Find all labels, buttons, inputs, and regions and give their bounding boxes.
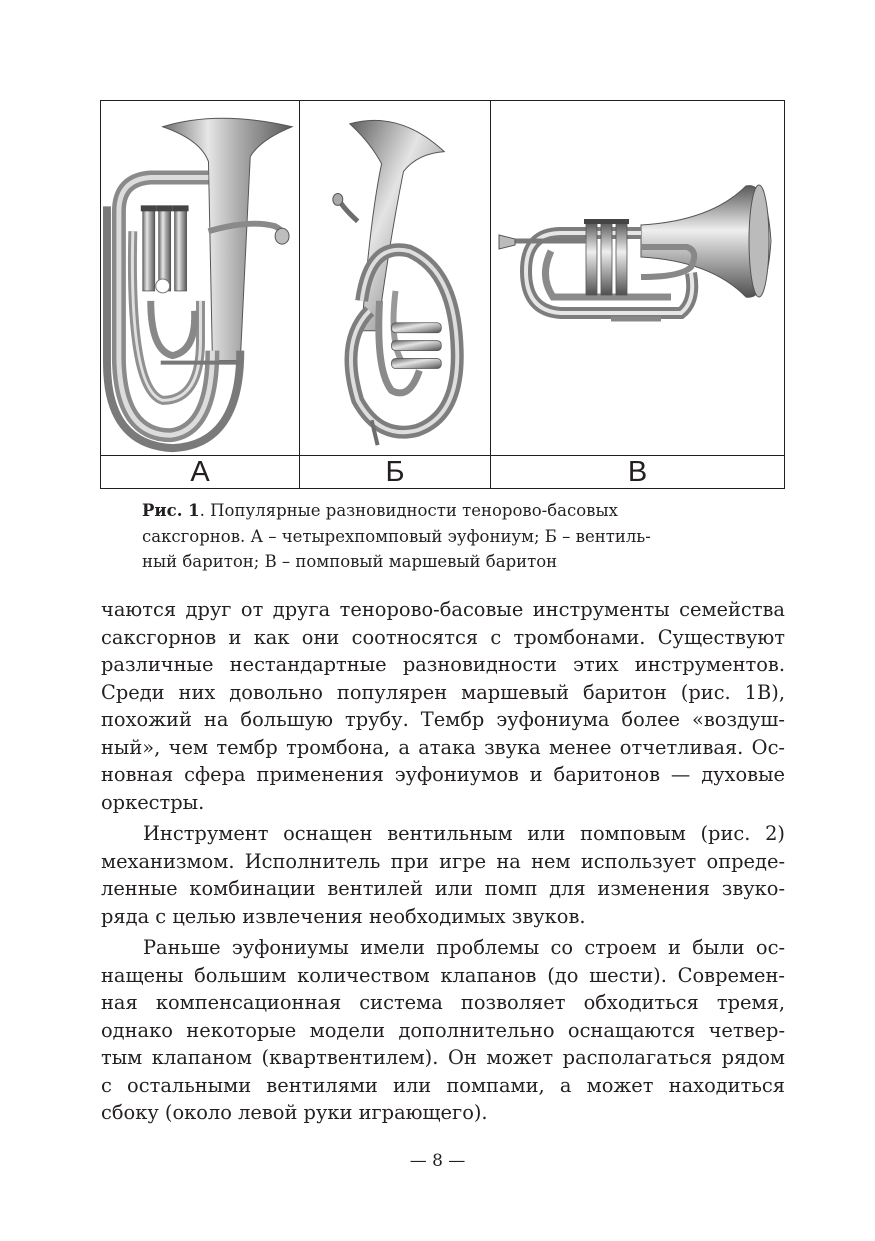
caption-prefix: Рис. 1: [142, 501, 200, 520]
caption-line: саксгорнов. А – четырехпомповый эуфониум; Б – вентиль-: [142, 526, 651, 546]
text-line: ленные комбинации вентилей или помп для изменения звуко-: [101, 877, 785, 900]
text-line: Раньше эуфониумы имели проблемы со строем и были ос-: [143, 936, 785, 959]
text-line: Инструмент оснащен вентильным или помповым (рис. 2): [143, 822, 785, 845]
text-line: однако некоторые модели дополнительно оснащаются четвер-: [101, 1018, 785, 1042]
text-line: оркестры.: [101, 790, 205, 814]
text-line: с остальными вентилями или помпами, а может находиться: [101, 1073, 785, 1097]
caption-line: ный баритон; В – помповый маршевый баритон: [142, 552, 558, 571]
figure-cell-c: [491, 101, 784, 455]
body-text: [101, 596, 785, 1127]
figure-label-b: Б: [300, 456, 491, 488]
page-number: — 8 —: [409, 1151, 466, 1171]
text-line: нащены большим количеством клапанов (до шести). Современ-: [101, 963, 785, 987]
text-line: ная компенсационная система позволяет обходиться тремя,: [101, 991, 785, 1014]
euphonium-illustration: [101, 101, 299, 455]
figure-cell-b: [300, 101, 491, 455]
text-line: механизмом. Исполнитель при игре на нем использует опреде-: [101, 849, 785, 873]
figure-label-row: [101, 455, 784, 488]
figure-cell-a: [101, 101, 300, 455]
marching-baritone-illustration: [491, 101, 784, 455]
figure-label-a: А: [101, 456, 300, 488]
caption-text: . Популярные разновидности тенорово-басовых: [199, 501, 618, 520]
text-line: сбоку (около левой руки играющего).: [101, 1101, 488, 1124]
text-line: различные нестандартные разновидности этих инструментов.: [101, 653, 785, 676]
text-line: новная сфера применения эуфониумов и баритонов — духовые: [101, 763, 785, 786]
text-line: чаются друг от друга тенорово-басовые инструменты семейства: [101, 598, 785, 621]
text-line: похожий на большую трубу. Тембр эуфониума более «воздуш-: [101, 708, 785, 731]
figure-caption: [142, 498, 742, 575]
text-line: тым клапаном (квартвентилем). Он может располагаться рядом: [101, 1046, 785, 1069]
text-line: Среди них довольно популярен маршевый баритон (рис. 1В),: [101, 680, 785, 704]
text-line: ряда с целью извлечения необходимых звуков.: [101, 904, 586, 928]
text-line: саксгорнов и как они соотносятся с тромбонами. Существуют: [101, 625, 785, 649]
text-line: ный», чем тембр тромбона, а атака звука менее отчетливая. Ос-: [101, 735, 785, 759]
figure-table: [100, 100, 785, 489]
figure-label-c: В: [627, 456, 648, 488]
caption-line: [142, 498, 742, 524]
rotary-baritone-illustration: [300, 101, 490, 455]
